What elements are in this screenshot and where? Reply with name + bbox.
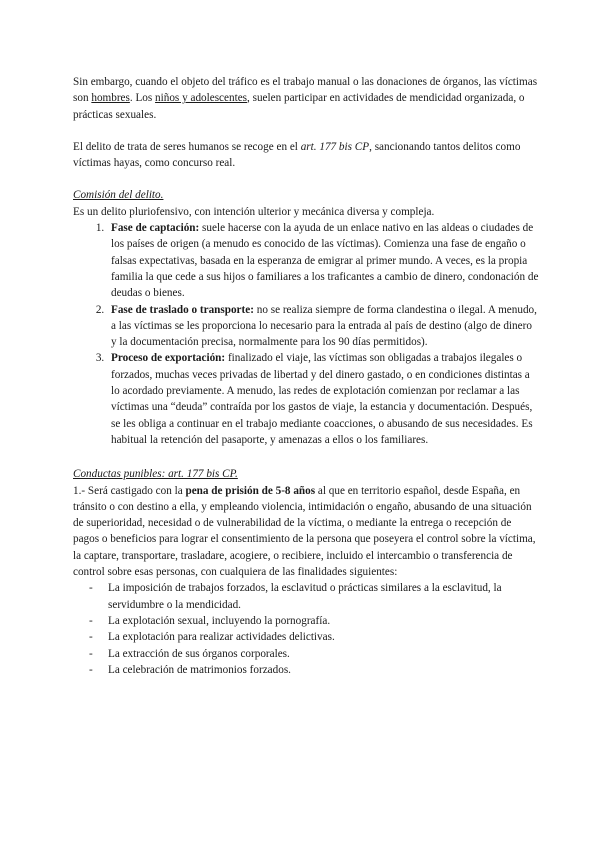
- purpose-text: La extracción de sus órganos corporales.: [108, 647, 290, 660]
- article-text-1: El delito de trata de seres humanos se recoge en el: [73, 140, 301, 153]
- men-underlined: hombres: [91, 92, 130, 105]
- purpose-text: La explotación para realizar actividades delictivas.: [108, 631, 335, 644]
- phase-text: suele hacerse con la ayuda de un enlace nativo en las aldeas o ciudades de los países de origen (a menudo es conocido de las víctimas). Comienza una fase de engaño o falsas expectativas, basada en la esperanza de emigrar al primer mundo. A veces, es la propia familia la que cede a sus hijos o familiares a los traficantes a cambio de dinero, condonación de deudas o bienes.: [111, 222, 539, 300]
- dash-bullet: -: [89, 614, 93, 627]
- phases-list: [73, 220, 540, 448]
- article-reference: art. 177 bis CP: [300, 140, 370, 153]
- dash-bullet: -: [89, 631, 93, 644]
- spacer: [73, 171, 540, 187]
- intro-text-3: , suelen participar en actividades de mendicidad organizada, o prácticas sexuales.: [73, 92, 525, 121]
- children-underlined: niños y adolescentes: [155, 92, 248, 105]
- section-heading-conducts: Conductas punibles: art. 177 bis CP.: [73, 468, 238, 481]
- dash-bullet: -: [89, 663, 93, 676]
- dash-bullet: -: [89, 582, 93, 595]
- phase-item: [107, 302, 540, 351]
- purpose-text: La imposición de trabajos forzados, la esclavitud o prácticas similares a la esclavitud, la servidumbre o la mendicidad.: [108, 582, 502, 611]
- purpose-item: [89, 646, 540, 662]
- purpose-text: La explotación sexual, incluyendo la pornografía.: [108, 614, 331, 627]
- purpose-item: [89, 629, 540, 645]
- purpose-item: [89, 662, 540, 678]
- purposes-list: [73, 580, 540, 678]
- purpose-text: La celebración de matrimonios forzados.: [108, 663, 291, 676]
- article-paragraph: [73, 139, 540, 172]
- phase-title: Fase de traslado o transporte:: [111, 303, 254, 316]
- conducts-paragraph: [73, 483, 540, 581]
- conducts-text-2: al que en territorio español, desde España, en tránsito o con destino a ella, y empleando violencia, intimidación o engaño, abusando de una situación de superioridad, necesidad o de vulnerabilidad de la víctima, o mediante la entrega o recepción de pagos o beneficios para lograr el consentimiento de la persona que poseyera el control sobre la víctima, la captare, transportare, trasladare, acogiere, o recibiere, incluido el intercambio o transferencia de control sobre esas personas, con cualquiera de las finalidades siguientes:: [73, 484, 536, 579]
- penalty-bold: pena de prisión de 5-8 años: [185, 484, 316, 497]
- spacer: [73, 123, 540, 139]
- purpose-item: [89, 580, 540, 613]
- conducts-text-1: 1.- Será castigado con la: [73, 484, 186, 497]
- phase-title: Fase de captación:: [111, 222, 200, 235]
- phase-item: [107, 350, 540, 448]
- intro-text-1: Sin embargo, cuando el objeto del tráfico es el trabajo manual o las donaciones de órganos, las víctimas son: [73, 76, 538, 105]
- purpose-item: [89, 613, 540, 629]
- intro-paragraph: [73, 74, 540, 123]
- commission-intro: Es un delito pluriofensivo, con intención ulterior y mecánica diversa y compleja.: [73, 205, 435, 218]
- phase-title: Proceso de exportación:: [111, 352, 226, 365]
- spacer: [73, 448, 540, 466]
- phase-text: no se realiza siempre de forma clandestina o ilegal. A menudo, a las víctimas se les proporciona lo necesario para la entrada al país de destino (algo de dinero y la documentación precisa, normalmente para los 90 días permitidos).: [111, 303, 537, 349]
- article-text-2: , sancionando tantos delitos como víctimas hayas, como concurso real.: [73, 140, 521, 170]
- section-heading-commission: Comisión del delito.: [73, 189, 164, 202]
- intro-text-2: . Los: [129, 92, 156, 105]
- dash-bullet: -: [89, 647, 93, 660]
- phase-text: finalizado el viaje, las víctimas son obligadas a trabajos ilegales o forzados, muchas veces privadas de libertad y del dinero gastado, o en condiciones distintas a lo acordado previamente. A menudo, las redes de explotación comienzan por reclamar a las víctimas una “deuda” contraída por los gastos de viaje, la estancia y documentación. Después, se les obliga a continuar en el trabajo mediante coacciones, o abusando de sus necesidades. Es habitual la retención del pasaporte, y amenazas a ellos o los familiares.: [111, 352, 533, 446]
- phase-item: [107, 220, 540, 301]
